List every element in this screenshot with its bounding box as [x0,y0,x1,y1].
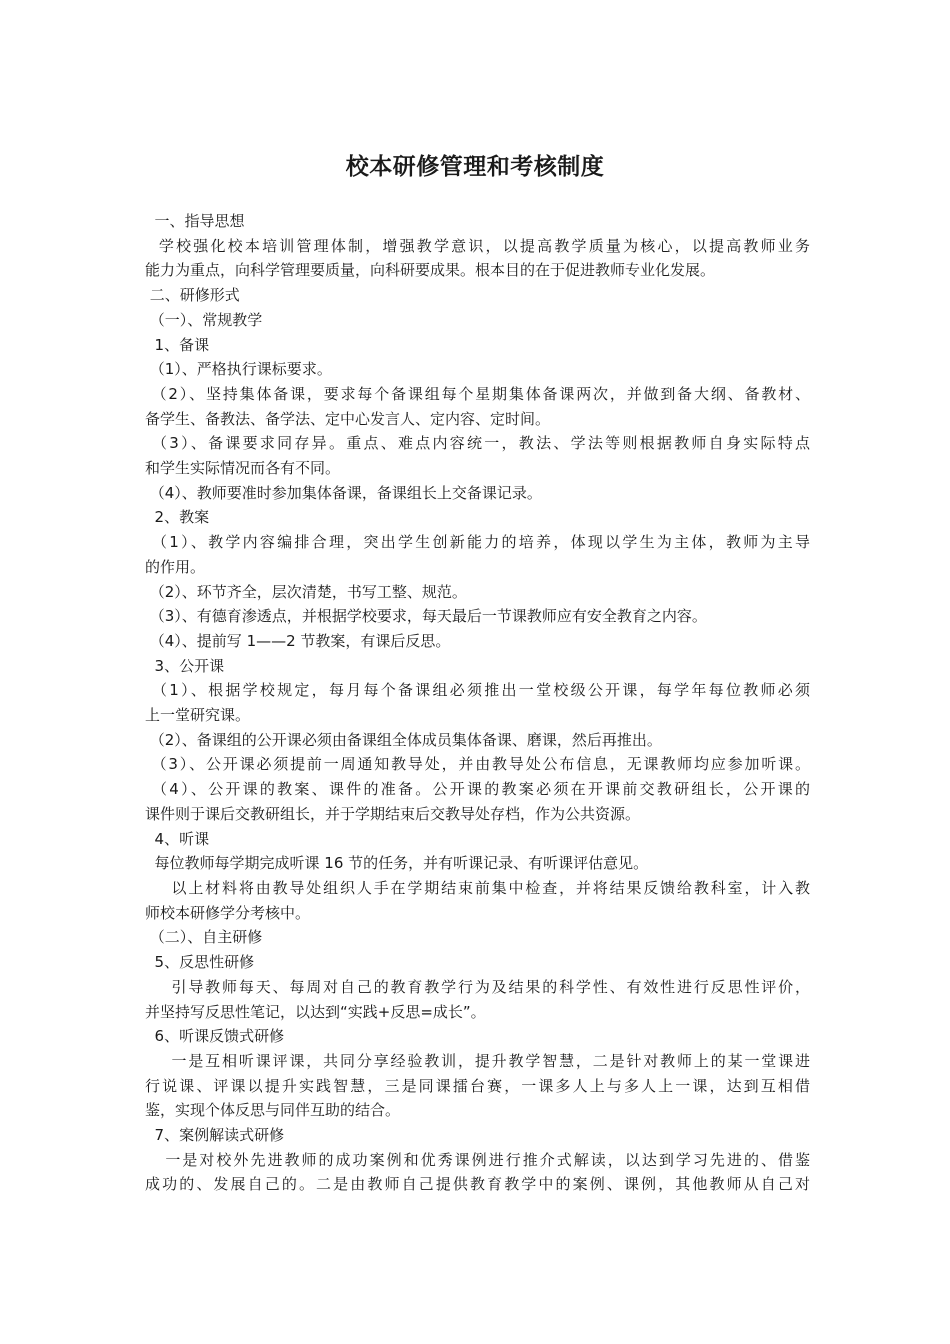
text-line: 4、听课 [145,829,210,848]
text-line: 7、案例解读式研修 [145,1126,285,1145]
text-line: 每位教师每学期完成听课 16 节的任务，并有听课记录、有听课评估意见。 [145,854,649,873]
text-line: 二、研修形式 [145,286,240,305]
text-line: 一是互相听课评课，共同分享经验教训，提升教学智慧，二是针对教师上的某一堂课进 [145,1051,810,1070]
text-line: 引导教师每天、每周对自己的教育教学行为及结果的科学性、有效性进行反思性评价， [145,977,810,996]
text-line: 6、听课反馈式研修 [145,1027,285,1046]
text-line: （2）、备课组的公开课必须由备课组全体成员集体备课、磨课，然后再推出。 [145,730,662,749]
document-title: 校本研修管理和考核制度 [345,154,605,180]
text-line: 上一堂研究课。 [145,706,251,725]
text-line: 以上材料将由教导处组织人手在学期结束前集中检查，并将结果反馈给教科室，计入教 [145,878,810,897]
text-line: （4）、公开课的教案、课件的准备。公开课的教案必须在开课前交教研组长，公开课的 [145,780,810,799]
text-line: （3）、备课要求同存异。重点、难点内容统一，教法、学法等则根据教师自身实际特点 [145,434,810,453]
text-line: （2）、环节齐全，层次清楚，书写工整、规范。 [145,582,467,601]
text-line: 1、备课 [145,335,210,354]
text-line: 并坚持写反思性笔记，以达到“实践+反思=成长”。 [145,1002,486,1021]
text-line: （一）、常规教学 [145,310,263,329]
text-line: （3）、有德育渗透点，并根据学校要求，每天最后一节课教师应有安全教育之内容。 [145,607,707,626]
text-line: 学校强化校本培训管理体制，增强教学意识，以提高教学质量为核心，以提高教师业务 [145,236,810,255]
document-body [145,209,810,1197]
text-line: 5、反思性研修 [145,953,255,972]
text-line: 一、指导思想 [145,212,245,230]
text-line: 师校本研修学分考核中。 [145,903,311,922]
text-line: 的作用。 [145,557,206,576]
text-line: （1）、教学内容编排合理，突出学生创新能力的培养，体现以学生为主体，教师为主导 [145,533,810,552]
text-line: 3、公开课 [145,656,225,675]
text-line: 鉴，实现个体反思与同伴互助的结合。 [145,1101,401,1120]
text-line: （二）、自主研修 [145,928,263,947]
text-line: 备学生、备教法、备学法、定中心发言人、定内容、定时间。 [145,409,551,428]
text-line: 2、教案 [145,508,210,527]
text-line: 一是对校外先进教师的成功案例和优秀课例进行推介式解读，以达到学习先进的、借鉴 [145,1150,810,1169]
text-line: 能力为重点，向科学管理要质量，向科研要成果。根本目的在于促进教师专业化发展。 [145,261,716,280]
text-line: （1）、根据学校规定，每月每个备课组必须推出一堂校级公开课，每学年每位教师必须 [145,681,810,700]
text-line: 成功的、发展自己的。二是由教师自己提供教育教学中的案例、课例，其他教师从自己对 [145,1175,810,1194]
text-line: （2）、坚持集体备课，要求每个备课组每个星期集体备课两次，并做到备大纲、备教材、 [145,384,810,403]
text-line: 行说课、评课以提升实践智慧，三是同课擂台赛，一课多人上与多人上一课，达到互相借 [145,1076,810,1095]
text-line: （4）、提前写 1——2 节教案，有课后反思。 [145,631,451,650]
text-line: （4）、教师要准时参加集体备课，备课组长上交备课记录。 [145,483,542,502]
text-line: 课件则于课后交教研组长，并于学期结束后交教导处存档，作为公共资源。 [145,804,641,823]
text-line: 和学生实际情况而各有不同。 [145,459,341,478]
text-line: （1）、严格执行课标要求。 [145,360,332,379]
text-line: （3）、公开课必须提前一周通知教导处，并由教导处公布信息，无课教师均应参加听课。 [145,755,810,774]
